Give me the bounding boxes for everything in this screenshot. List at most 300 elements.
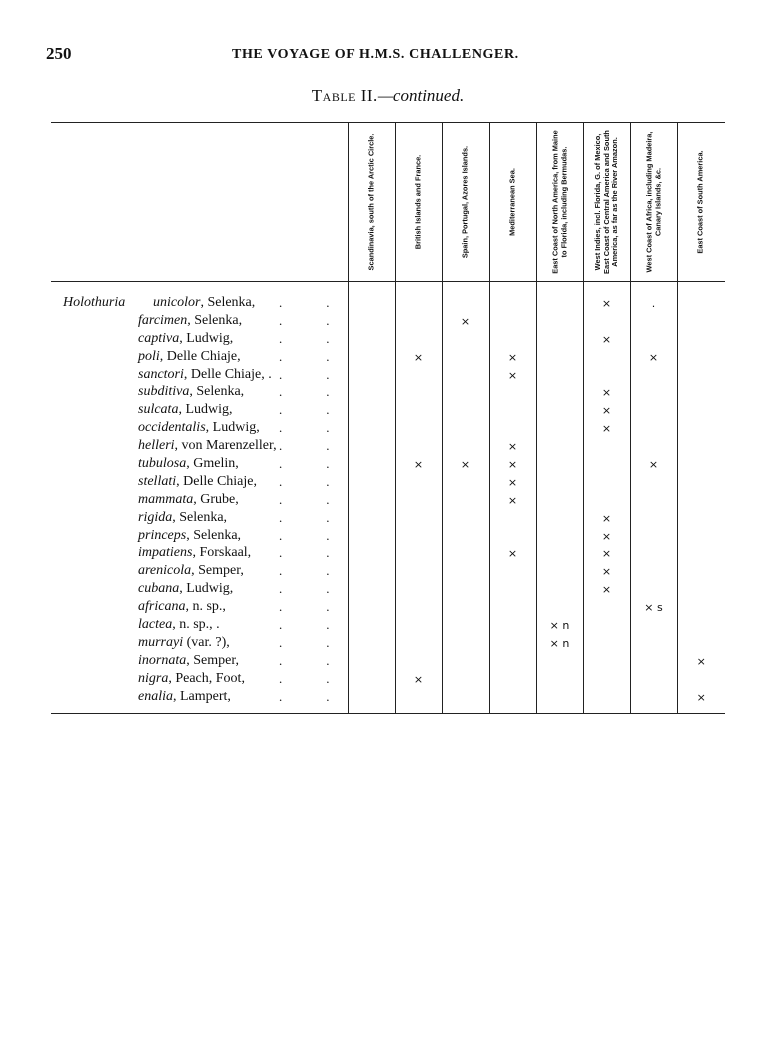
species-name [138,634,230,652]
column-header-label: Spain, Portugal, Azores Islands. [460,145,470,259]
species-epithet: enalia [138,688,173,704]
occurrence-cell [583,401,630,419]
occurrence-cell [630,491,677,509]
occurrence-cell [395,634,442,652]
species-author: , Peach, Foot, [168,670,245,686]
occurrence-mark: × [507,440,518,454]
leader-dots: .. [279,545,374,561]
occurrence-cell [630,509,677,527]
blank-cell [442,282,489,295]
occurrence-cell [677,473,725,491]
occurrence-cell [630,652,677,670]
species-author: , Selenka, [189,384,245,400]
occurrence-cell [677,509,725,527]
occurrence-mark: × [507,368,518,382]
species-author: , Selenka, [186,527,242,543]
species-cell [51,419,374,437]
species-cell [51,383,374,401]
occurrence-cell [583,294,630,312]
occurrence-cell [395,473,442,491]
species-cell [51,544,374,562]
occurrence-cell [583,580,630,598]
occurrence-mark: × [601,547,612,561]
species-author: , Forskaal, [192,545,252,561]
leader-dots: .. [279,312,374,328]
occurrence-cell [536,419,583,437]
occurrence-mark: × [601,583,612,597]
occurrence-mark: × [648,457,659,471]
table-row [51,330,725,348]
occurrence-cell [630,437,677,455]
occurrence-cell [677,652,725,670]
occurrence-mark: × [507,547,518,561]
leader-dots: .. [279,366,374,382]
occurrence-cell [536,670,583,688]
occurrence-cell [677,688,725,706]
occurrence-cell [489,312,536,330]
occurrence-cell [583,562,630,580]
species-epithet: sanctori [138,366,184,382]
leader-dots: .. [279,438,374,454]
blank-cell [677,705,725,714]
occurrence-cell [583,634,630,652]
species-epithet: cubana [138,581,180,597]
occurrence-cell [677,562,725,580]
occurrence-cell [442,616,489,634]
occurrence-mark: × [507,457,518,471]
occurrence-cell [630,473,677,491]
occurrence-cell [536,294,583,312]
species-cell [51,473,374,491]
occurrence-cell [395,294,442,312]
leader-dots: .. [279,491,374,507]
species-cell [51,437,374,455]
occurrence-mark: × [601,529,612,543]
column-header-label: Scandinavia, south of the Arctic Circle. [366,133,376,271]
species-name [138,455,239,473]
table-row [51,670,725,688]
genus-name [63,294,125,312]
column-header-label: East Coast of South America. [695,150,705,254]
species-name [138,580,233,598]
occurrence-cell [395,383,442,401]
occurrence-cell [677,580,725,598]
occurrence-mark: × [601,404,612,418]
species-epithet: murrayi [138,634,184,650]
column-header-label: British Islands and France. [413,154,423,250]
blank-cell [489,282,536,295]
species-name [138,330,233,348]
species-cell [51,527,374,545]
occurrence-cell [583,598,630,616]
occurrence-mark: × s [644,601,663,615]
occurrence-cell [536,688,583,706]
species-epithet: impatiens [138,545,193,561]
occurrence-cell [442,670,489,688]
species-author: , Delle Chiaje, [176,473,257,489]
occurrence-cell [536,634,583,652]
species-name [138,419,260,437]
occurrence-cell [630,616,677,634]
occurrence-cell [442,312,489,330]
occurrence-cell [536,562,583,580]
blank-cell [51,705,348,714]
table-row [51,562,725,580]
occurrence-cell [442,294,489,312]
table-row [51,419,725,437]
species-author: , von Marenzeller, [174,438,277,454]
distribution-table [51,122,725,714]
occurrence-cell [677,401,725,419]
occurrence-mark: × [601,386,612,400]
occurrence-cell [677,437,725,455]
species-cell [51,670,374,688]
table-row [51,688,725,706]
species-cell [51,330,374,348]
occurrence-mark: . [651,296,656,310]
blank-cell [395,705,442,714]
table-row [51,312,725,330]
occurrence-cell [583,383,630,401]
occurrence-cell [395,437,442,455]
species-cell [51,616,374,634]
species-author: , Selenka, [187,312,243,328]
species-cell [51,580,374,598]
table-row [51,509,725,527]
column-header-label: Mediterranean Sea. [507,168,517,236]
species-epithet: arenicola [138,563,192,579]
occurrence-cell [536,401,583,419]
species-author: (var. ?), [183,634,230,650]
occurrence-cell [442,544,489,562]
occurrence-cell [583,419,630,437]
occurrence-mark: × [507,475,518,489]
occurrence-cell [536,544,583,562]
occurrence-cell [442,330,489,348]
table-row [51,491,725,509]
species-author: , Ludwig, [205,420,260,436]
occurrence-cell [489,383,536,401]
species-cell [51,491,374,509]
occurrence-cell [489,562,536,580]
occurrence-mark: × [696,690,706,704]
species-epithet: unicolor [153,295,201,310]
occurrence-cell [395,527,442,545]
table-row [51,383,725,401]
occurrence-cell [536,437,583,455]
occurrence-cell [630,330,677,348]
table-row [51,527,725,545]
occurrence-cell [677,544,725,562]
occurrence-cell [583,437,630,455]
species-epithet: nigra [138,670,169,686]
species-author: , Semper, [186,652,239,668]
occurrence-cell [536,616,583,634]
species-author: , Selenka, [200,295,256,310]
leader-dots: .. [279,527,374,543]
leader-dots: .. [279,384,374,400]
blank-cell [348,705,395,714]
species-epithet: tubulosa [138,456,187,472]
species-author: , Ludwig, [178,402,233,418]
leader-dots: .. [279,330,374,346]
column-header-label: West Indies, incl. Florida, G. of Mexico, East Coast of Central America and South America, as far as the River Amazon. [592,130,619,274]
occurrence-cell [395,652,442,670]
occurrence-cell [536,598,583,616]
species-cell [51,688,374,706]
blank-cell [677,282,725,295]
occurrence-cell [395,401,442,419]
occurrence-cell [630,580,677,598]
occurrence-cell [489,670,536,688]
table-row [51,652,725,670]
species-author: , Grube, [193,491,239,507]
species-name [138,348,241,366]
occurrence-cell [489,616,536,634]
occurrence-cell [442,491,489,509]
leader-dots: .. [279,652,374,668]
occurrence-cell [536,652,583,670]
species-author: , Lampert, [173,688,231,704]
leader-dots: .. [279,581,374,597]
occurrence-cell [489,491,536,509]
occurrence-cell [630,348,677,366]
occurrence-cell [442,688,489,706]
table-row [51,473,725,491]
occurrence-cell [489,401,536,419]
species-epithet: mammata [138,491,194,507]
species-name [138,509,227,527]
column-header [630,123,677,282]
occurrence-cell [583,652,630,670]
table-row [51,598,725,616]
occurrence-cell [442,348,489,366]
occurrence-cell [583,366,630,384]
species-name [138,544,251,562]
occurrence-cell [442,419,489,437]
occurrence-cell [677,491,725,509]
species-cell [51,294,374,312]
species-epithet: rigida [138,509,173,525]
occurrence-mark: × [601,422,612,436]
leader-dots: .. [279,563,374,579]
occurrence-cell [395,616,442,634]
leader-dots: .. [279,688,374,704]
occurrence-cell [395,688,442,706]
occurrence-mark: × [507,350,518,364]
species-epithet: subditiva [138,384,190,400]
occurrence-cell [536,312,583,330]
species-name [138,491,239,509]
occurrence-cell [677,598,725,616]
blank-cell [442,705,489,714]
species-epithet: princeps [138,527,187,543]
occurrence-cell [395,312,442,330]
page-number: 250 [46,44,72,63]
species-name [138,312,242,330]
occurrence-cell [442,437,489,455]
species-cell [51,598,374,616]
column-header-row [51,123,725,282]
occurrence-cell [489,544,536,562]
occurrence-mark: × [648,350,659,364]
column-header [536,123,583,282]
occurrence-cell [630,312,677,330]
species-author: , Delle Chiaje, [159,348,241,364]
table-title-caps: Table II. [311,86,378,105]
occurrence-cell [536,348,583,366]
running-head: THE VOYAGE OF H.M.S. CHALLENGER. [232,47,519,62]
occurrence-cell [489,527,536,545]
species-epithet: poli [138,348,160,364]
species-name [138,383,244,401]
table-row [51,348,725,366]
species-cell [51,562,374,580]
species-cell [51,634,374,652]
leader-dots: .. [279,599,374,615]
column-header [583,123,630,282]
species-cell [51,652,374,670]
occurrence-cell [677,634,725,652]
blank-cell [630,282,677,295]
occurrence-cell [536,527,583,545]
occurrence-cell [677,670,725,688]
occurrence-cell [583,473,630,491]
occurrence-cell [583,348,630,366]
species-name [138,616,220,634]
occurrence-cell [536,491,583,509]
occurrence-mark: × [413,672,424,686]
occurrence-cell [395,562,442,580]
occurrence-cell [395,348,442,366]
occurrence-cell [489,688,536,706]
species-author: , n. sp., . [172,617,220,633]
occurrence-cell [489,509,536,527]
species-author: , Gmelin, [186,456,239,472]
species-epithet: occidentalis [138,420,206,436]
column-header-label: East Coast of North America, from Maine to Florida, including Bermudas. [549,130,568,274]
occurrence-cell [489,330,536,348]
occurrence-cell [489,580,536,598]
table-row [51,634,725,652]
occurrence-cell [442,509,489,527]
occurrence-cell [489,598,536,616]
species-name [138,437,277,455]
leader-dots: .. [279,617,374,633]
table-body [51,282,725,714]
occurrence-cell [583,491,630,509]
occurrence-cell [630,598,677,616]
column-header [442,123,489,282]
leader-dots: .. [279,348,374,364]
occurrence-cell [583,312,630,330]
occurrence-cell [630,527,677,545]
occurrence-mark: × n [549,618,570,632]
occurrence-cell [442,401,489,419]
occurrence-cell [536,383,583,401]
occurrence-cell [489,652,536,670]
occurrence-cell [395,598,442,616]
occurrence-cell [489,348,536,366]
occurrence-cell [630,562,677,580]
column-header-label: West Coast of Africa, including Madeira, Canary Islands, &c. [643,131,662,273]
species-epithet: lactea [138,617,173,633]
occurrence-cell [442,562,489,580]
occurrence-cell [536,580,583,598]
table-row [51,544,725,562]
occurrence-mark: × [601,565,612,579]
blank-cell [489,705,536,714]
occurrence-cell [489,366,536,384]
table-row [51,401,725,419]
occurrence-cell [442,383,489,401]
table-row [51,366,725,384]
blank-cell [348,282,395,295]
occurrence-cell [677,330,725,348]
endpad-row [51,705,725,714]
occurrence-cell [677,312,725,330]
species-name [138,473,257,491]
spacer-row [51,282,725,295]
species-epithet: stellati [138,473,177,489]
occurrence-cell [489,419,536,437]
occurrence-mark: × [696,654,706,668]
occurrence-cell [630,366,677,384]
species-cell [51,401,374,419]
occurrence-cell [677,366,725,384]
species-name [138,652,239,670]
species-epithet: farcimen [138,312,188,328]
occurrence-cell [489,634,536,652]
species-author: , n. sp., [185,599,226,615]
genus-name-text: Holothuria [63,295,126,310]
occurrence-mark: × n [549,636,570,650]
species-name [138,670,245,688]
occurrence-mark: × [601,296,612,310]
occurrence-cell [395,366,442,384]
species-name [138,401,233,419]
occurrence-mark: × [460,314,471,328]
species-cell [51,312,374,330]
occurrence-cell [630,294,677,312]
occurrence-cell [677,419,725,437]
occurrence-cell [677,455,725,473]
blank-cell [395,282,442,295]
occurrence-cell [489,437,536,455]
occurrence-cell [630,634,677,652]
occurrence-cell [395,670,442,688]
occurrence-mark: × [601,511,612,525]
occurrence-mark: × [601,332,612,346]
species-cell [51,509,374,527]
occurrence-cell [583,330,630,348]
occurrence-cell [489,455,536,473]
column-header [677,123,725,282]
occurrence-cell [536,473,583,491]
species-name [138,688,231,706]
species-name [138,366,272,384]
occurrence-cell [677,348,725,366]
occurrence-cell [442,473,489,491]
occurrence-cell [630,419,677,437]
occurrence-cell [630,401,677,419]
occurrence-cell [442,634,489,652]
occurrence-cell [630,544,677,562]
occurrence-cell [630,670,677,688]
species-epithet: captiva [138,330,180,346]
table-row [51,580,725,598]
occurrence-cell [489,294,536,312]
